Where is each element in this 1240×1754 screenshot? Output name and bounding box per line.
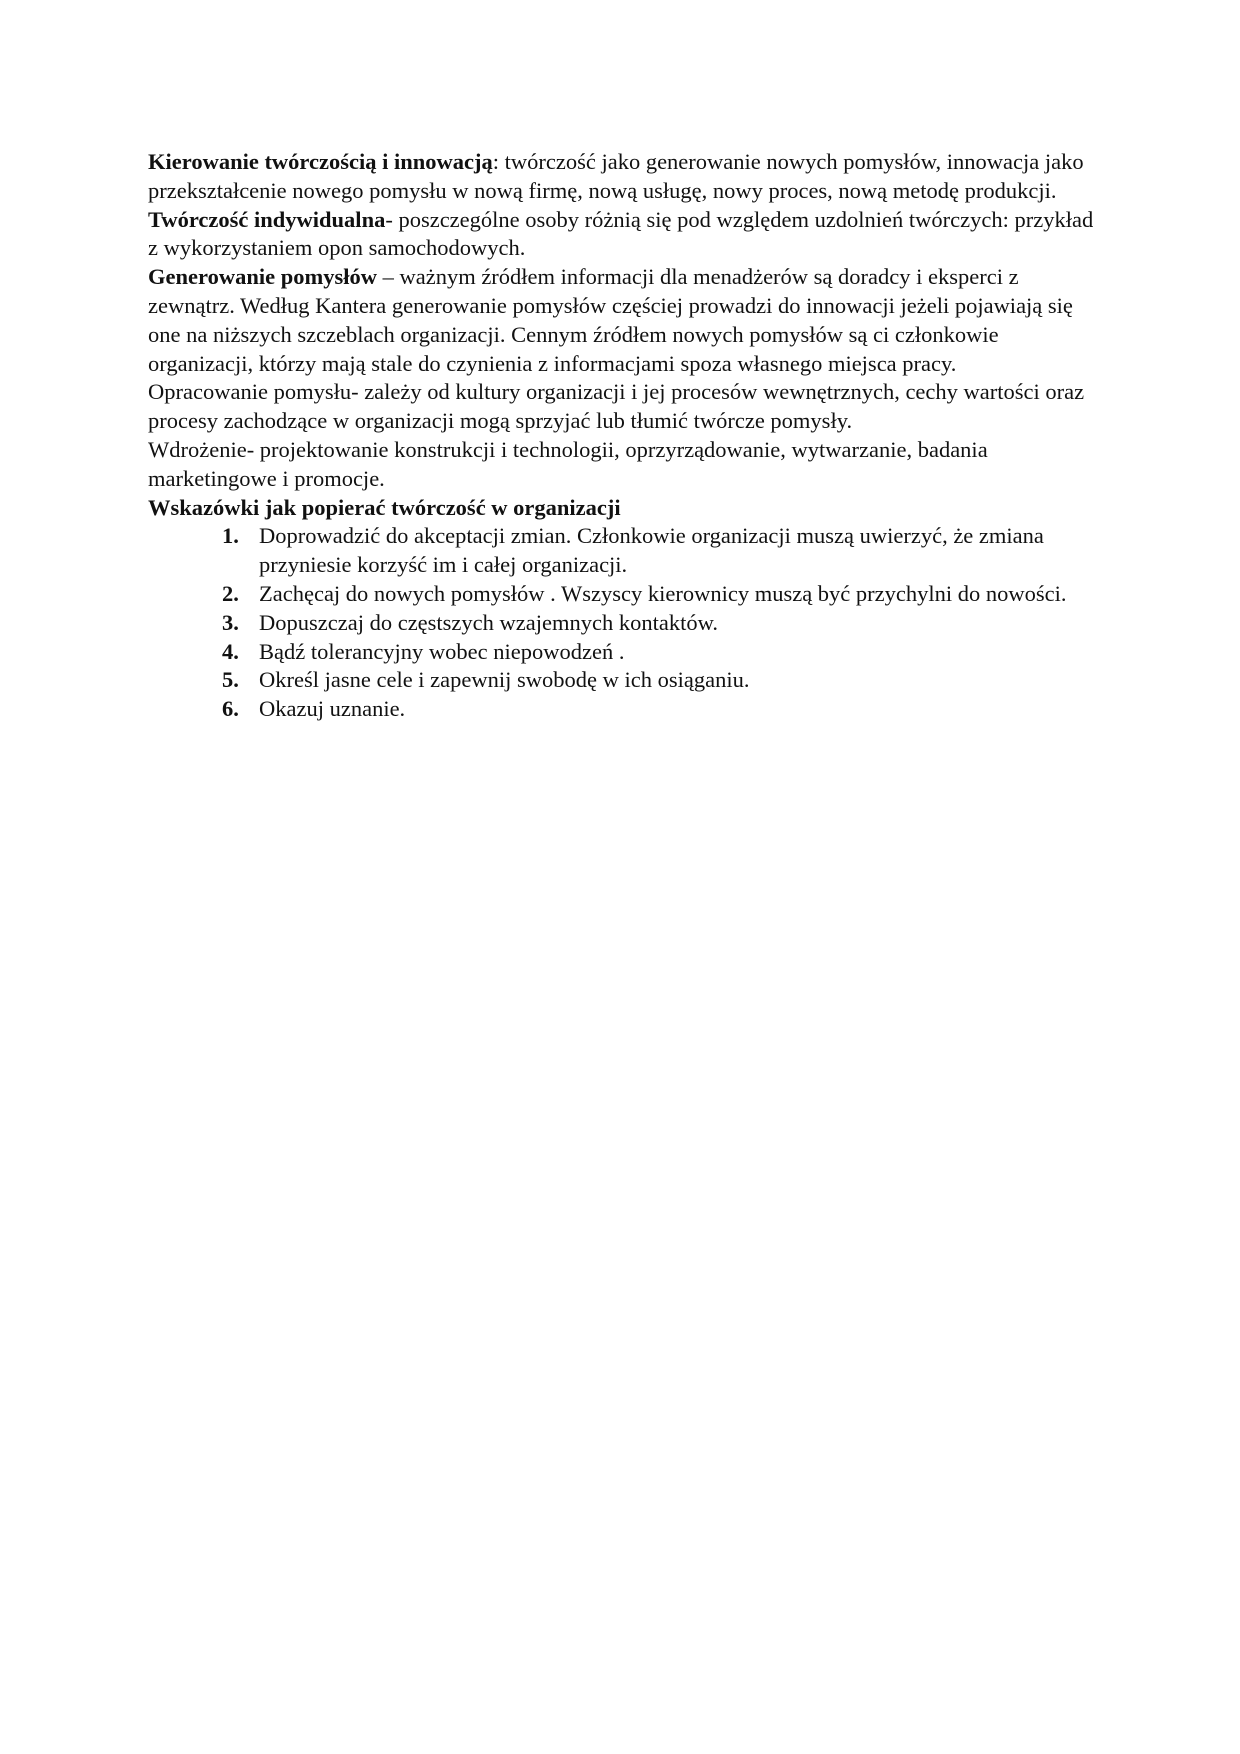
- list-item: [148, 695, 1100, 724]
- paragraph-generowanie-pomyslow: [148, 263, 1100, 378]
- text-generowanie-pomyslow: – ważnym źródłem informacji dla menadżerów są doradcy i eksperci z zewnątrz. Według Kantera generowanie pomysłów częściej prowadzi do innowacji jeżeli pojawiają się one na niższych szczeblach organizacji. Cennym źródłem nowych pomysłów są ci członkowie organizacji, którzy mają stale do czynienia z informacjami spoza własnego miejsca pracy.: [148, 264, 1073, 376]
- list-item-number: 6.: [222, 696, 239, 722]
- list-item: [148, 609, 1100, 638]
- paragraph-opracowanie: Opracowanie pomysłu- zależy od kultury organizacji i jej procesów wewnętrznych, cechy wartości oraz procesy zachodzące w organizacji mogą sprzyjać lub tłumić twórcze pomysły.: [148, 379, 1085, 434]
- text-tworczosc-indywidualna: - poszczególne osoby różnią się pod względem uzdolnień twórczych: przykład z wykorzystaniem opon samochodowych.: [148, 206, 1094, 261]
- heading-generowanie-pomyslow: Generowanie pomysłów: [148, 264, 377, 290]
- list-item-text: Bądź tolerancyjny wobec niepowodzeń .: [259, 638, 625, 664]
- list-item-text: Określ jasne cele i zapewnij swobodę w ich osiąganiu.: [259, 667, 750, 693]
- list-item: [148, 522, 1100, 580]
- list-item-number: 5.: [222, 667, 239, 693]
- paragraph-wdrozenie: Wdrożenie- projektowanie konstrukcji i technologii, oprzyrządowanie, wytwarzanie, badania marketingowe i promocje.: [148, 436, 988, 491]
- list-item-text: Dopuszczaj do częstszych wzajemnych kontaktów.: [259, 609, 718, 635]
- heading-kierowanie: Kierowanie twórczością i innowacją: [148, 149, 493, 174]
- list-item-number: 2.: [222, 580, 239, 606]
- list-item-text: Okazuj uznanie.: [259, 696, 406, 722]
- list-item-number: 4.: [222, 638, 239, 664]
- tips-list: [148, 522, 1100, 724]
- document-page: [148, 148, 1100, 724]
- list-item-text: Zachęcaj do nowych pomysłów . Wszyscy kierownicy muszą być przychylni do nowości.: [259, 580, 1067, 606]
- paragraph-tworczosc-indywidualna: [148, 206, 1100, 264]
- heading-tworczosc-indywidualna: Twórczość indywidualna: [148, 206, 386, 232]
- list-item: [148, 638, 1100, 667]
- tips-heading: Wskazówki jak popierać twórczość w organizacji: [148, 494, 621, 520]
- list-item-number: 1.: [222, 523, 239, 549]
- text-kierowanie: : twórczość jako generowanie nowych pomysłów, innowacja jako przekształcenie nowego pomysłu w nową firmę, nową usługę, nowy proces, nową metodę produkcji.: [148, 149, 1084, 203]
- paragraph-kierowanie: [148, 148, 1100, 206]
- list-item-text: Doprowadzić do akceptacji zmian. Członkowie organizacji muszą uwierzyć, że zmiana przyniesie korzyść im i całej organizacji.: [259, 523, 1044, 578]
- list-item: [148, 666, 1100, 695]
- list-item: [148, 580, 1100, 609]
- list-item-number: 3.: [222, 609, 239, 635]
